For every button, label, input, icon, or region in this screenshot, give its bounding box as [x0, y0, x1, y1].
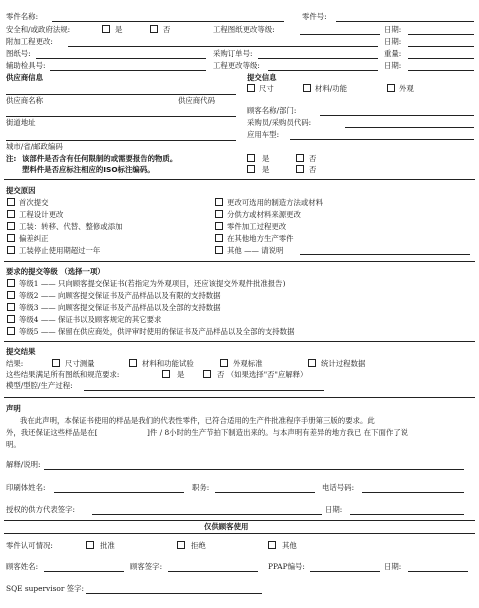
explain-label: 解释/说明: — [6, 460, 41, 469]
other-label: 其他 — [282, 541, 297, 550]
iso-no-label: 否 — [309, 165, 317, 174]
ppap-no-field[interactable] — [310, 571, 380, 572]
material-test-checkbox[interactable] — [129, 359, 137, 367]
buyer-label: 采购员/采购员代码: — [247, 118, 312, 127]
sqe-signature-field[interactable] — [86, 593, 262, 594]
date-label-1: 日期: — [384, 25, 402, 34]
reason-title: 提交原因 — [6, 186, 36, 195]
customer-name-label: 顾客姓名: — [6, 562, 39, 571]
aux-gauge-field[interactable] — [50, 70, 206, 71]
eng-change-level-label: 工程图纸更改等级: — [213, 25, 275, 34]
divider-1 — [4, 179, 475, 180]
results-title: 提交结果 — [6, 347, 36, 356]
reason-label: 零件加工过程更改 — [227, 222, 287, 231]
phone-label: 电话号码: — [322, 483, 355, 492]
appearance-checkbox[interactable] — [387, 84, 395, 92]
application-label: 应用车型: — [247, 130, 280, 139]
signature-field[interactable] — [92, 514, 322, 515]
iso-no-checkbox[interactable] — [296, 165, 304, 173]
level-label: 等级1 —— 只向顾客提交保证书(若指定为外观项目，还应该提交外观件批准报告) — [19, 279, 286, 288]
reason-label: 工装：转移、代替、整修或添加 — [19, 222, 123, 231]
dimensional-label: 尺寸 — [259, 84, 274, 93]
aux-gauge-label: 辅助检具号: — [6, 61, 46, 70]
restricted-no-label: 否 — [309, 154, 317, 163]
customer-date-label: 日期: — [384, 562, 402, 571]
street-label: 街道地址 — [6, 118, 36, 127]
supplier-name-field[interactable] — [6, 94, 236, 95]
results-label: 结果: — [6, 359, 24, 368]
customer-name-field[interactable] — [44, 571, 124, 572]
divider-5 — [4, 520, 475, 521]
declaration-line-2b: ]件 / 8小时的生产节拍下制造出来的。与本声明有差异的地方我已 在下面作了说 — [147, 428, 409, 437]
iso-yes-label: 是 — [262, 165, 270, 174]
declaration-line-2a: 外，我还保证这些样品是在[ — [6, 428, 98, 437]
restricted-yes-checkbox[interactable] — [247, 154, 255, 162]
meets-no-checkbox[interactable] — [203, 370, 211, 378]
reason-checkbox[interactable] — [215, 198, 223, 206]
reason-label: 在其他地方生产零件 — [227, 234, 294, 243]
declaration-date-label: 日期: — [325, 505, 343, 514]
reason-label: 工程设计更改 — [19, 210, 64, 219]
rejected-label: 拒绝 — [191, 541, 206, 550]
level-label: 等级5 —— 保留在供应商处，供评审时使用的保证书及产品样品以及全部的支持数据 — [19, 327, 295, 336]
appearance-results-label: 外观标准 — [233, 359, 263, 368]
reason-checkbox[interactable] — [7, 210, 15, 218]
sqe-label: SQE supervisor 签字: — [6, 584, 84, 593]
additional-eng-change-field[interactable] — [68, 46, 378, 47]
reason-checkbox[interactable] — [7, 198, 15, 206]
declaration-line-3: 明。 — [6, 440, 21, 449]
appearance-label: 外观 — [399, 84, 414, 93]
ppap-no-label: PPAP编号: — [268, 562, 305, 571]
part-number-label: 零件号: — [302, 12, 327, 21]
approved-checkbox[interactable] — [86, 541, 94, 549]
disposition-label: 零件认可情况: — [6, 541, 53, 550]
level-label: 等级3 —— 向顾客提交保证书及产品样品以及全部的支持数据 — [19, 303, 221, 312]
dimensional-checkbox[interactable] — [247, 84, 255, 92]
eng-change-level-field[interactable] — [300, 34, 380, 35]
supplier-name-label: 供应商名称 — [6, 96, 43, 105]
declaration-date-field[interactable] — [350, 514, 464, 515]
supplier-info-title: 供应商信息 — [6, 73, 43, 82]
customer-use-title: 仅供顾客使用 — [204, 522, 249, 531]
reason-checkbox[interactable] — [7, 234, 15, 242]
level-checkbox[interactable] — [7, 315, 15, 323]
additional-eng-change-label: 附加工程更改: — [6, 37, 53, 46]
safety-no-label: 否 — [163, 25, 171, 34]
date-field-1[interactable] — [408, 34, 474, 35]
drawing-no-field[interactable] — [36, 58, 206, 59]
submission-info-title: 提交信息 — [247, 73, 277, 82]
signature-label: 授权的供方代表签字: — [6, 505, 76, 514]
dimensional-results-label: 尺寸测量 — [65, 359, 95, 368]
other-checkbox[interactable] — [268, 541, 276, 549]
reason-label: 分供方或材料来源更改 — [227, 210, 301, 219]
position-field[interactable] — [215, 492, 315, 493]
reason-label: 工装停止使用期超过一年 — [19, 246, 101, 255]
rejected-checkbox[interactable] — [177, 541, 185, 549]
reason-label: 偏差纠正 — [19, 234, 49, 243]
customer-name-dept-field[interactable] — [320, 115, 474, 116]
notes-line-1: 该部件是否含有任何限制的或需要报告的物质。 — [22, 154, 178, 163]
level-checkbox[interactable] — [7, 279, 15, 287]
date-label-3: 日期: — [384, 61, 402, 70]
reason-label: 其他 —— 请说明 — [227, 246, 284, 255]
notes-line-2: 塑料件是否应标注相应的ISO标注编码。 — [22, 165, 155, 174]
declaration-title: 声明 — [6, 404, 21, 413]
level-checkbox[interactable] — [7, 327, 15, 335]
supplier-code-label: 供应商代码 — [178, 96, 215, 105]
reason-checkbox[interactable] — [215, 234, 223, 242]
notes-prefix: 注: — [6, 154, 17, 163]
po-no-label: 采购订单号: — [213, 49, 253, 58]
city-label: 城市/省/邮政编码 — [6, 142, 63, 151]
spc-label: 统计过程数据 — [321, 359, 366, 368]
part-name-label: 零件名称: — [6, 12, 39, 21]
city-field[interactable] — [6, 140, 236, 141]
restricted-yes-label: 是 — [262, 154, 270, 163]
level-label: 等级2 —— 向顾客提交保证书及产品样品以及有限的支持数据 — [19, 291, 221, 300]
weight-field[interactable] — [408, 58, 474, 59]
part-name-field[interactable] — [52, 21, 284, 22]
date-label-2: 日期: — [384, 37, 402, 46]
application-field[interactable] — [290, 139, 474, 140]
iso-yes-checkbox[interactable] — [247, 165, 255, 173]
reason-checkbox[interactable] — [215, 210, 223, 218]
reason-label: 首次提交 — [19, 198, 49, 207]
explain-field[interactable] — [44, 469, 464, 470]
level-label: 等级4 —— 保证书以及顾客规定的其它要求 — [19, 315, 162, 324]
part-number-field[interactable] — [336, 21, 474, 22]
safety-regulation-label: 安全和/或政府法规: — [6, 25, 71, 34]
phone-field[interactable] — [362, 492, 464, 493]
level-checkbox[interactable] — [7, 303, 15, 311]
street-field[interactable] — [6, 116, 236, 117]
reason-label: 更改可选用的制造方法或材料 — [227, 198, 324, 207]
divider-2 — [4, 261, 475, 262]
reason-checkbox[interactable] — [7, 246, 15, 254]
print-name-label: 印刷体姓名: — [6, 483, 46, 492]
date-field-2[interactable] — [408, 46, 474, 47]
material-test-label: 材料和功能试验 — [142, 359, 194, 368]
weight-label: 重量: — [384, 49, 402, 58]
position-label: 职务: — [192, 483, 210, 492]
declaration-line-1: 我在此声明，本保证书使用的样品是我们的代表性零件，已符合适用的生产件批准程序手册第三版的要求。此 — [20, 416, 375, 425]
material-function-label: 材料/功能 — [315, 84, 348, 93]
reason-checkbox[interactable] — [215, 246, 223, 254]
meets-yes-label: 是 — [177, 370, 185, 379]
safety-no-checkbox[interactable] — [150, 25, 158, 33]
level-title: 要求的提交等级 （选择一项） — [6, 267, 105, 276]
po-no-field[interactable] — [258, 58, 378, 59]
print-name-field[interactable] — [54, 492, 184, 493]
appearance-results-checkbox[interactable] — [220, 359, 228, 367]
mold-process-label: 模型/型腔/生产过程: — [6, 381, 73, 390]
meets-requirements-label: 这些结果满足所有图纸和规范要求: — [6, 370, 120, 379]
reason-checkbox[interactable] — [7, 222, 15, 230]
meets-yes-checkbox[interactable] — [162, 370, 170, 378]
meets-no-label: 否 （如果选择"否"应解释） — [217, 370, 308, 379]
customer-signature-field[interactable] — [168, 571, 258, 572]
approved-label: 批准 — [100, 541, 115, 550]
material-function-checkbox[interactable] — [303, 84, 311, 92]
spc-checkbox[interactable] — [308, 359, 316, 367]
customer-name-dept-label: 顾客名称/部门: — [247, 106, 297, 115]
other-explain-field[interactable] — [300, 254, 470, 255]
customer-date-field[interactable] — [408, 571, 468, 572]
divider-4 — [4, 397, 475, 398]
drawing-no-label: 图纸号: — [6, 49, 31, 58]
safety-yes-label: 是 — [115, 25, 123, 34]
restricted-no-checkbox[interactable] — [296, 154, 304, 162]
reason-checkbox[interactable] — [215, 222, 223, 230]
level-checkbox[interactable] — [7, 291, 15, 299]
customer-signature-label: 顾客签字: — [130, 562, 163, 571]
safety-yes-checkbox[interactable] — [102, 25, 110, 33]
dimensional-results-checkbox[interactable] — [52, 359, 60, 367]
eng-change-level2-field[interactable] — [268, 70, 378, 71]
buyer-field[interactable] — [345, 127, 474, 128]
eng-change-level2-label: 工程更改等级: — [213, 61, 260, 70]
mold-process-field[interactable] — [84, 390, 324, 391]
divider-3 — [4, 341, 475, 342]
date-field-3[interactable] — [408, 70, 474, 71]
divider-6 — [4, 533, 475, 534]
